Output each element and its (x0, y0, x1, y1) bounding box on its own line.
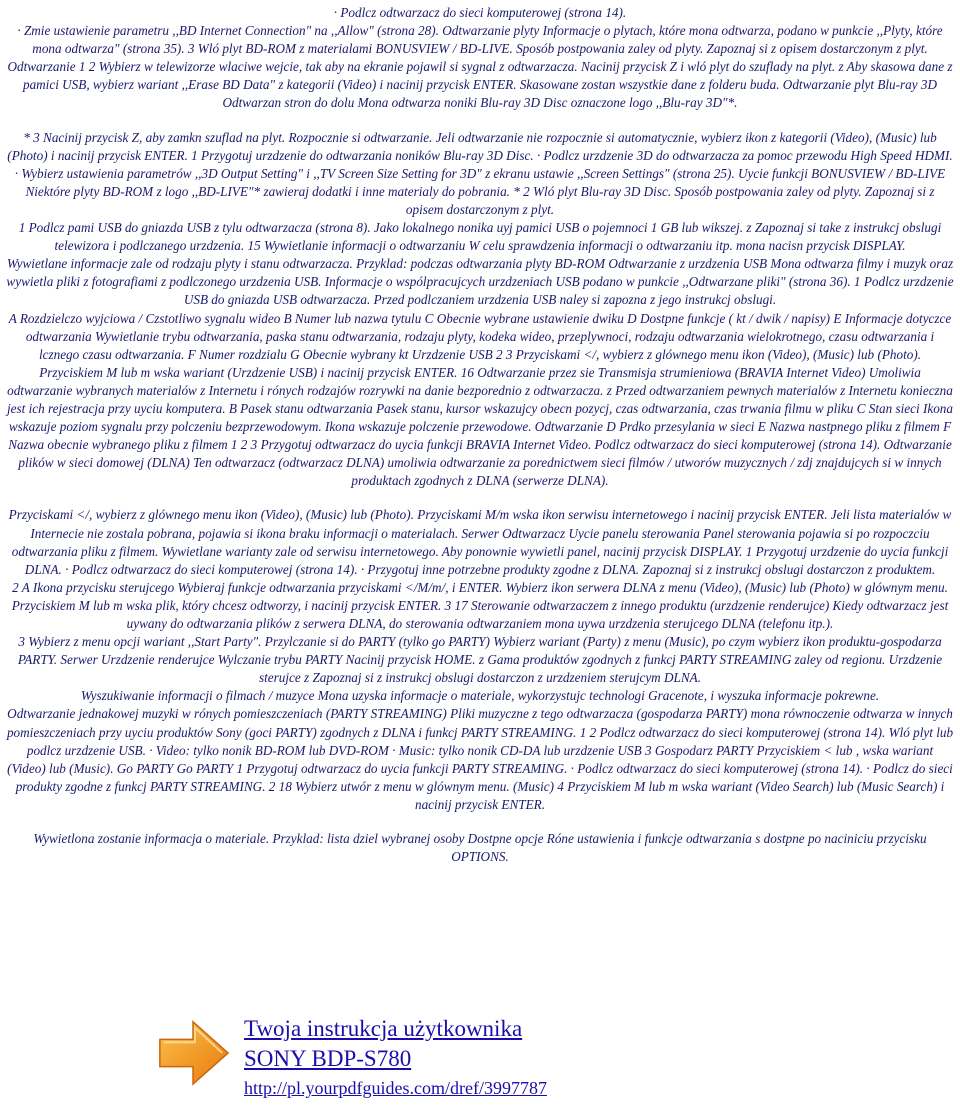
source-url-link[interactable]: http://pl.yourpdfguides.com/dref/3997787 (244, 1078, 547, 1098)
paragraph-gap (6, 490, 954, 506)
paragraph: 1 Podlcz pami USB do gniazda USB z tylu odtwarzacza (strona 8). Jako lokalnego nonika uyj pamici USB o pojemnoci 1 GB lub wikszej. z Zapoznaj si take z instrukcj obslugi telewizora i podlczanego urzdzenia. 15 Wywietlanie informacji o odtwarzaniu W celu sprawdzenia informacji o odtwarzaniu itp. mona nacisn przycisk DISPLAY. (18, 220, 942, 254)
paragraph: Wyszukiwanie informacji o filmach / muzyce Mona uzyska informacje o materiale, wykorzystujc technologi Gracenote, i wyszuka informacje pokrewne. (80, 688, 880, 704)
product-name-link[interactable]: SONY BDP-S780 (244, 1046, 412, 1071)
arrow-logo-icon (154, 1012, 232, 1090)
paragraph: · Zmie ustawienie parametru ,,BD Internet Connection" na ,,Allow" (strona 28). Odtwarzanie plyty Informacje o plytach, które mona odtwarza, podano w punkcie ,,Plyty, które mona odtwarza" (strona 35). 3 Wló plyt BD-ROM z materialami BONUSVIEW / BD-LIVE. Sposób postpowania zaley od plyty. Zapoznaj si z opisem dostarczonym z plyt. Odtwarzanie 1 2 Wybierz w telewizorze wlaciwe wejcie, tak aby na ekranie pojawil si sygnal z odtwarzacza. Nacinij przycisk Z i wló plyt do szuflady na plyt. z Aby skasowa dane z pamici USB, wybierz wariant ,,Erase BD Data" z kategorii (Video) i nacinij przycisk ENTER. Skasowane zostan wszystkie dane z folderu buda. Odtwarzanie plyt Blu-ray 3D Odtwarzan stron do dolu Mona odtwarza noniki Blu-ray 3D Disc oznaczone logo ,,Blu-ray 3D"*. (7, 23, 953, 111)
paragraph: A Rozdzielczo wyjciowa / Czstotliwo sygnalu wideo B Numer lub nazwa tytulu C Obecnie wybrane ustawienie dwiku D Dostpne funkcje ( kt / dwik / napisy) E Informacje dotyczce odtwarzania Wywietlanie trybu odtwarzania, paska stanu odtwarzania, rodzaju plyty, kodeka wideo, przeplywnoci, rodzaju odtwarzania wielokrotnego, czasu odtwarzania i lcznego czasu odtwarzania. F Numer rozdzialu G Obecnie wybrany kt Urzdzenie USB 2 3 Przyciskami </, wybierz z glównego menu ikon (Video), (Music) lub (Photo). Przyciskiem M lub m wska wariant (Urzdzenie USB) i nacinij przycisk ENTER. 16 Odtwarzanie przez sie Transmisja strumieniowa (BRAVIA Internet Video) Umoliwia odtwarzanie wybranych materialów z Internetu i rónych rodzajów rozrywki na danie bezporednio z odtwarzacza. z Przed odtwarzaniem pewnych materialów z Internetu konieczna jest ich rejestracja przy uyciu komputera. B Pasek stanu odtwarzania Pasek stanu, kursor wskazujcy obecn pozycj, czas odtwarzania, czas trwania filmu w pliku C Stan sieci Ikona wskazuje poziom sygnalu przy polczeniu bezprzewodowym. Ikona wskazuje polczenie przewodowe. Odtwarzanie D Prdko przesylania w sieci E Nazwa nastpnego pliku z filmem F Nazwa obecnie wybranego pliku z filmem 1 2 3 Przygotuj odtwarzacz do uycia funkcji BRAVIA Internet Video. Podlcz odtwarzacz do sieci komputerowej (strona 14). Odtwarzanie plików w sieci domowej (DLNA) Ten odtwarzacz (odtwarzacz DLNA) umoliwia odtwarzanie za porednictwem sieci filmów / utworów muzycznych / zdj znajdujcych si w innych produktach zgodnych z DLNA (serwerze DLNA). (7, 310, 953, 489)
paragraph: Odtwarzanie jednakowej muzyki w rónych pomieszczeniach (PARTY STREAMING) Pliki muzyczne z tego odtwarzacza (gospodarza PARTY) mona równoczenie odtwarza w innych pomieszczeniach przy uyciu produktów Sony (goci PARTY) zgodnych z DLNA i funkcj PARTY STREAMING. 1 2 Podlcz odtwarzacz do sieci komputerowej (strona 14). Wló plyt lub podlcz urzdzenie USB. · Video: tylko nonik BD-ROM lub DVD-ROM · Music: tylko nonik CD-DA lub urzdzenie USB 3 Gospodarz PARTY Przyciskiem < lub , wska wariant (Video) lub (Music). Go PARTY Go PARTY 1 Przygotuj odtwarzacz do uycia funkcji PARTY STREAMING. · Podlcz odtwarzacz do sieci komputerowej (strona 14). · Podlcz do sieci produkty zgodne z funkcj PARTY STREAMING. 2 18 Wybierz utwór z menu w glównym menu. (Music) 4 Przyciskiem M lub m wska wariant (Video Search) lub (Music Search) i nacinij przycisk ENTER. (6, 706, 954, 812)
paragraph: 3 Wybierz z menu opcji wariant ,,Start Party". Przylczanie si do PARTY (tylko go PARTY) Wybierz wariant (Party) z menu (Music), po czym wybierz ikon produktu-gospodarza PARTY. Serwer Urzdzenie renderujce Wylczanie trybu PARTY Nacinij przycisk HOME. z Gama produktów zgodnych z funkcj PARTY STREAMING zaley od regionu. Urzdzenie sterujce z Zapoznaj si z instrukcj obslugi dostarczon z urzdzeniem sterujcym DLNA. (17, 634, 943, 686)
paragraph: Wywietlona zostanie informacja o materiale. Przyklad: lista dziel wybranej osoby Dostpne opcje Róne ustawienia i funkcje odtwarzania s dostpne po naciniciu przycisku OPTIONS. (33, 831, 927, 865)
paragraph: · Podlcz odtwarzacz do sieci komputerowej (strona 14). (333, 5, 627, 20)
paragraph: * 3 Nacinij przycisk Z, aby zamkn szuflad na plyt. Rozpocznie si odtwarzanie. Jeli odtwarzanie nie rozpocznie si automatycznie, wybierz ikon z kategorii (Video), (Music) lub (Photo) i nacinij przycisk ENTER. 1 Przygotuj urzdzenie do odtwarzania noników Blu-ray 3D Disc. · Podlcz urzdzenie 3D do odtwarzacza za pomoc przewodu High Speed HDMI. · Wybierz ustawienia parametrów ,,3D Output Setting" i ,,TV Screen Size Setting for 3D" z ekranu ustawie ,,Screen Settings" (strona 25). Uycie funkcji BONUSVIEW / BD-LIVE Niektóre plyty BD-ROM z logo ,,BD-LIVE"* zawieraj dodatki i inne materialy do pobrania. * 2 Wló plyt Blu-ray 3D Disc. Sposób postpowania zaley od plyty. Zapoznaj si z opisem dostarczonym z plyt. (7, 129, 953, 217)
paragraph: 2 A Ikona przycisku sterujcego Wybieraj funkcje odtwarzania przyciskami </M/m/, i ENTER. Wybierz ikon serwera DLNA z menu (Video), (Music) lub (Photo) w glównym menu. Przyciskiem M lub m wska plik, który chcesz odtworzy, i nacinij przycisk ENTER. 3 17 Sterowanie odtwarzaczem z innego produktu (urzdzenie renderujce) Kiedy odtwarzacz jest uywany do odtwarzania plików z serwera DLNA, do sterowania odtwarzaniem mona uywa urzdzenia sterujcego DLNA (telefonu itp.). (11, 579, 949, 631)
paragraph: Wywietlane informacje zale od rodzaju plyty i stanu odtwarzacza. Przyklad: podczas odtwarzania plyty BD-ROM Odtwarzanie z urzdzenia USB Mona odtwarza filmy i muzyk oraz wywietla pliki z fotografiami z podlczonego urzdzenia USB. Informacje o wspólpracujcych urzdzeniach USB podano w punkcie ,,Odtwarzane pliki" (strona 36). 1 Podlcz urzdzenie USB do gniazda USB odtwarzacza. Przed podlczaniem urzdzenia USB naley si zapozna z jego instrukcj obslugi. (6, 256, 954, 308)
manual-text-body (6, 4, 954, 866)
footer-links (150, 1012, 950, 1107)
paragraph-gap (6, 113, 954, 129)
paragraph-gap (6, 814, 954, 830)
paragraph: Przyciskami </, wybierz z glównego menu ikon (Video), (Music) lub (Photo). Przyciskami M/m wska ikon serwisu internetowego i nacinij przycisk ENTER. Jeli lista materialów w Internecie nie zostala pobrana, pojawia si ikona braku informacji o materialach. Serwer Odtwarzacz Uycie panelu sterowania Panel sterowania pojawia si po rozpoczciu odtwarzania pliku z filmem. Wywietlane warianty zale od serwisu internetowego. Aby ponownie wywietli panel, nacinij przycisk DISPLAY. 1 Przygotuj urzdzenie do uycia funkcji DLNA. · Podlcz odtwarzacz do sieci komputerowej (strona 14). · Przygotuj inne potrzebne produkty zgodne z DLNA. Zapoznaj si z instrukcj obslugi dostarczon z produktem. (8, 507, 952, 577)
manual-title-link[interactable]: Twoja instrukcja użytkownika (244, 1016, 523, 1041)
